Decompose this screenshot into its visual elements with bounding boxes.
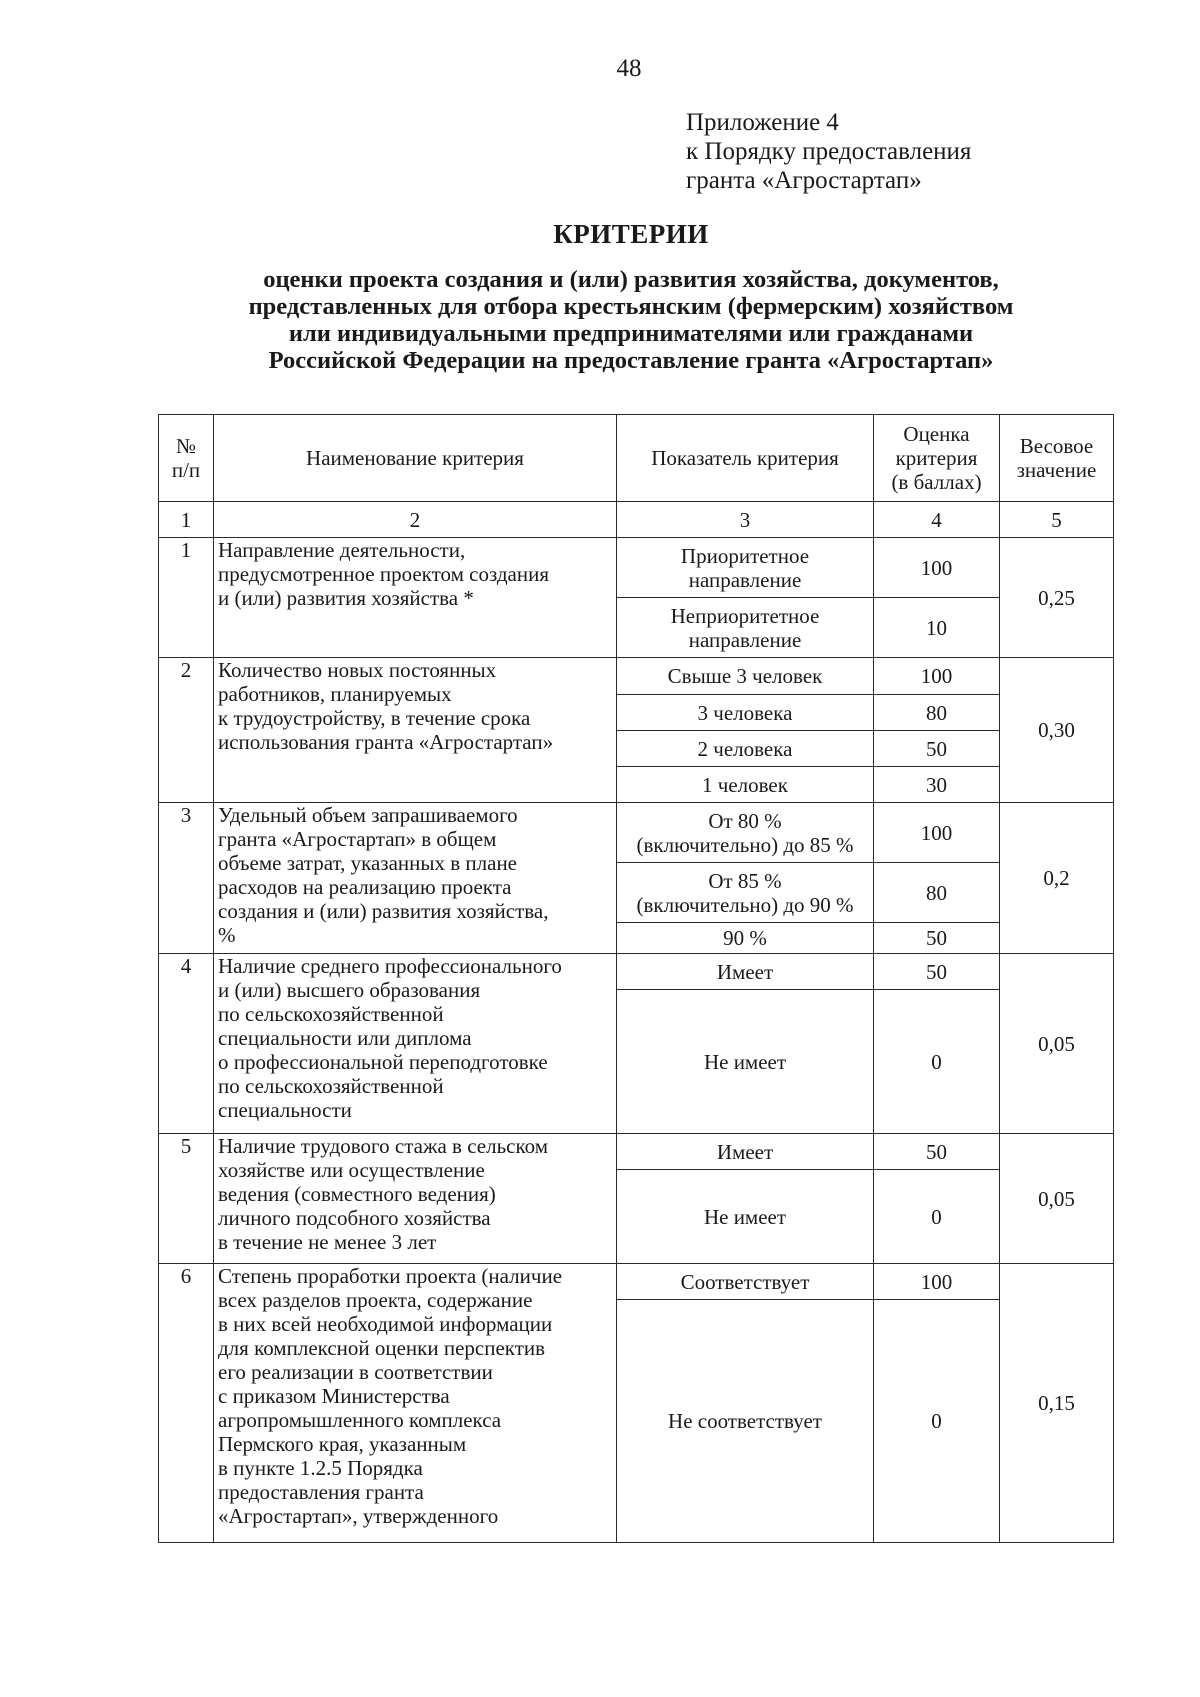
criterion-score: 100 <box>874 658 1000 695</box>
table-header-row <box>159 415 1114 502</box>
criterion-name-line: с приказом Министерства <box>218 1384 450 1408</box>
header-text: значение <box>1016 458 1097 482</box>
criterion-name-line: Степень проработки проекта (наличие <box>218 1264 563 1288</box>
indicator-line: Не имеет <box>703 1204 787 1229</box>
criterion-row <box>159 538 1114 598</box>
criterion-score: 80 <box>874 695 1000 731</box>
criterion-name-line: работников, планируемых <box>218 682 452 706</box>
subtitle-line: представленных для отбора крестьянским (фермерским) хозяйством <box>248 293 1014 320</box>
criterion-row <box>159 954 1114 990</box>
indicator-line: От 85 % <box>708 868 782 893</box>
document-subtitle <box>150 266 1112 374</box>
criterion-name-line: Количество новых постоянных <box>218 658 497 682</box>
criteria-table <box>158 414 1114 1543</box>
criterion-name-line: Наличие среднего профессионального <box>218 954 562 978</box>
criterion-score: 30 <box>874 767 1000 803</box>
indicator-line: Соответствует <box>680 1269 810 1294</box>
appendix-line: к Порядку предоставления <box>686 138 972 165</box>
criterion-indicator <box>617 954 874 990</box>
criterion-number: 2 <box>159 658 214 803</box>
criterion-weight: 0,15 <box>1000 1264 1114 1543</box>
criterion-name-line: и (или) развития хозяйства * <box>218 586 474 610</box>
criterion-number: 6 <box>159 1264 214 1543</box>
criterion-score: 50 <box>874 731 1000 767</box>
criterion-name-line: хозяйстве или осуществление <box>218 1158 485 1182</box>
document-title: КРИТЕРИИ <box>553 219 709 249</box>
criterion-score: 50 <box>874 1134 1000 1170</box>
criterion-score: 100 <box>874 803 1000 863</box>
criterion-row <box>159 658 1114 695</box>
subtitle-line: или индивидуальными предпринимателями или гражданами <box>288 320 974 347</box>
indicator-line: 3 человека <box>697 700 793 725</box>
column-index: 1 <box>159 502 214 538</box>
criterion-indicator <box>617 1264 874 1300</box>
criterion-score: 0 <box>874 1170 1000 1264</box>
indicator-line: 90 % <box>723 926 767 950</box>
criterion-name-line: для комплексной оценки перспектив <box>218 1336 546 1360</box>
indicator-line: Не имеет <box>703 1049 787 1074</box>
subtitle-line: оценки проекта создания и (или) развития хозяйства, документов, <box>263 266 999 293</box>
criterion-name-line: % <box>218 923 236 947</box>
criteria-body <box>159 538 1114 1543</box>
indicator-line: Приоритетное <box>680 543 810 568</box>
criterion-name-line: личного подсобного хозяйства <box>218 1206 491 1230</box>
header-score <box>874 415 1000 502</box>
criterion-score: 0 <box>874 1300 1000 1543</box>
indicator-line: (включительно) до 85 % <box>636 832 854 857</box>
criterion-name-line: по сельскохозяйственной <box>218 1002 444 1026</box>
appendix-line: гранта «Агростартап» <box>686 167 922 194</box>
appendix-reference <box>686 108 971 195</box>
criterion-name-line: в пункте 1.2.5 Порядка <box>218 1456 423 1480</box>
criterion-name-line: специальности или диплома <box>218 1026 472 1050</box>
criterion-number: 4 <box>159 954 214 1134</box>
criterion-name <box>214 803 617 954</box>
criterion-indicator <box>617 990 874 1134</box>
page-number: 48 <box>616 55 642 82</box>
criterion-score: 50 <box>874 923 1000 954</box>
criterion-indicator <box>617 731 874 767</box>
criterion-name-line: предусмотренное проектом создания <box>218 562 550 586</box>
criterion-weight: 0,05 <box>1000 1134 1114 1264</box>
criterion-indicator <box>617 923 874 954</box>
criterion-name-line: расходов на реализацию проекта <box>218 875 512 899</box>
header-num <box>159 415 214 502</box>
criterion-name <box>214 1264 617 1543</box>
criterion-indicator <box>617 695 874 731</box>
criterion-name-line: создания и (или) развития хозяйства, <box>218 899 549 923</box>
criterion-number: 5 <box>159 1134 214 1264</box>
criterion-indicator <box>617 1170 874 1264</box>
indicator-line: Свыше 3 человек <box>667 664 823 688</box>
criterion-name-line: Пермского края, указанным <box>218 1432 467 1456</box>
criterion-name-line: Наличие трудового стажа в сельском <box>218 1134 549 1158</box>
indicator-line: От 80 % <box>708 808 782 833</box>
column-index: 2 <box>214 502 617 538</box>
header-text: Весовое <box>1019 434 1094 458</box>
criterion-score: 100 <box>874 1264 1000 1300</box>
indicator-line: Не соответствует <box>668 1409 822 1433</box>
criterion-score: 0 <box>874 990 1000 1134</box>
criterion-name-line: по сельскохозяйственной <box>218 1074 444 1098</box>
criterion-number: 1 <box>159 538 214 658</box>
criterion-score: 80 <box>874 863 1000 923</box>
criterion-name <box>214 954 617 1134</box>
criterion-score: 50 <box>874 954 1000 990</box>
criterion-name-line: к трудоустройству, в течение срока <box>218 706 531 730</box>
criterion-name-line: гранта «Агростартап» в общем <box>218 827 497 851</box>
criterion-name-line: объеме затрат, указанных в плане <box>218 851 518 875</box>
header-weight <box>1000 415 1114 502</box>
indicator-line: Неприоритетное <box>670 603 820 628</box>
header-text: (в баллах) <box>891 470 982 494</box>
criterion-indicator <box>617 863 874 923</box>
criterion-name-line: «Агростартап», утвержденного <box>218 1504 499 1528</box>
criterion-indicator <box>617 658 874 695</box>
header-text: п/п <box>171 458 201 482</box>
criterion-indicator <box>617 538 874 598</box>
criterion-name-line: Направление деятельности, <box>218 538 466 562</box>
header-text: критерия <box>895 446 978 470</box>
criterion-weight: 0,30 <box>1000 658 1114 803</box>
criterion-indicator <box>617 767 874 803</box>
criterion-score: 10 <box>874 598 1000 658</box>
criterion-row <box>159 1134 1114 1170</box>
column-index: 4 <box>874 502 1000 538</box>
criterion-row <box>159 1264 1114 1300</box>
indicator-line: направление <box>688 567 802 592</box>
criterion-indicator <box>617 1134 874 1170</box>
criterion-name <box>214 538 617 658</box>
column-index: 5 <box>1000 502 1114 538</box>
indicator-line: 2 человека <box>697 736 793 761</box>
criterion-name-line: использования гранта «Агростартап» <box>218 730 554 754</box>
criterion-name-line: о профессиональной переподготовке <box>218 1050 548 1074</box>
criterion-indicator <box>617 803 874 863</box>
indicator-line: 1 человек <box>702 772 788 797</box>
header-text: № <box>175 434 197 458</box>
criterion-indicator <box>617 1300 874 1543</box>
column-index: 3 <box>617 502 874 538</box>
criterion-name-line: агропромышленного комплекса <box>218 1408 502 1432</box>
criterion-name-line: в них всей необходимой информации <box>218 1312 553 1336</box>
criterion-row <box>159 803 1114 863</box>
criterion-weight: 0,25 <box>1000 538 1114 658</box>
criterion-name-line: в течение не менее 3 лет <box>218 1230 437 1254</box>
criterion-name <box>214 658 617 803</box>
indicator-line: направление <box>688 627 802 652</box>
criterion-name-line: предоставления гранта <box>218 1480 424 1504</box>
criterion-name-line: всех разделов проекта, содержание <box>218 1288 533 1312</box>
subtitle-line: Российской Федерации на предоставление гранта «Агростартап» <box>268 347 994 374</box>
header-indicator: Показатель критерия <box>617 415 874 502</box>
indicator-line: Имеет <box>716 959 774 984</box>
criterion-name-line: и (или) высшего образования <box>218 978 481 1002</box>
criterion-score: 100 <box>874 538 1000 598</box>
indicator-line: Имеет <box>716 1139 774 1164</box>
criterion-number: 3 <box>159 803 214 954</box>
header-name: Наименование критерия <box>214 415 617 502</box>
criterion-weight: 0,05 <box>1000 954 1114 1134</box>
criterion-name <box>214 1134 617 1264</box>
criterion-name-line: специальности <box>218 1098 352 1122</box>
criterion-indicator <box>617 598 874 658</box>
criterion-name-line: ведения (совместного ведения) <box>218 1182 496 1206</box>
criterion-name-line: Удельный объем запрашиваемого <box>218 803 518 827</box>
indicator-line: (включительно) до 90 % <box>636 892 854 917</box>
header-text: Оценка <box>903 422 970 446</box>
column-index-row <box>159 502 1114 538</box>
criterion-name-line: его реализации в соответствии <box>218 1360 493 1384</box>
appendix-line: Приложение 4 <box>686 109 839 136</box>
criterion-weight: 0,2 <box>1000 803 1114 954</box>
